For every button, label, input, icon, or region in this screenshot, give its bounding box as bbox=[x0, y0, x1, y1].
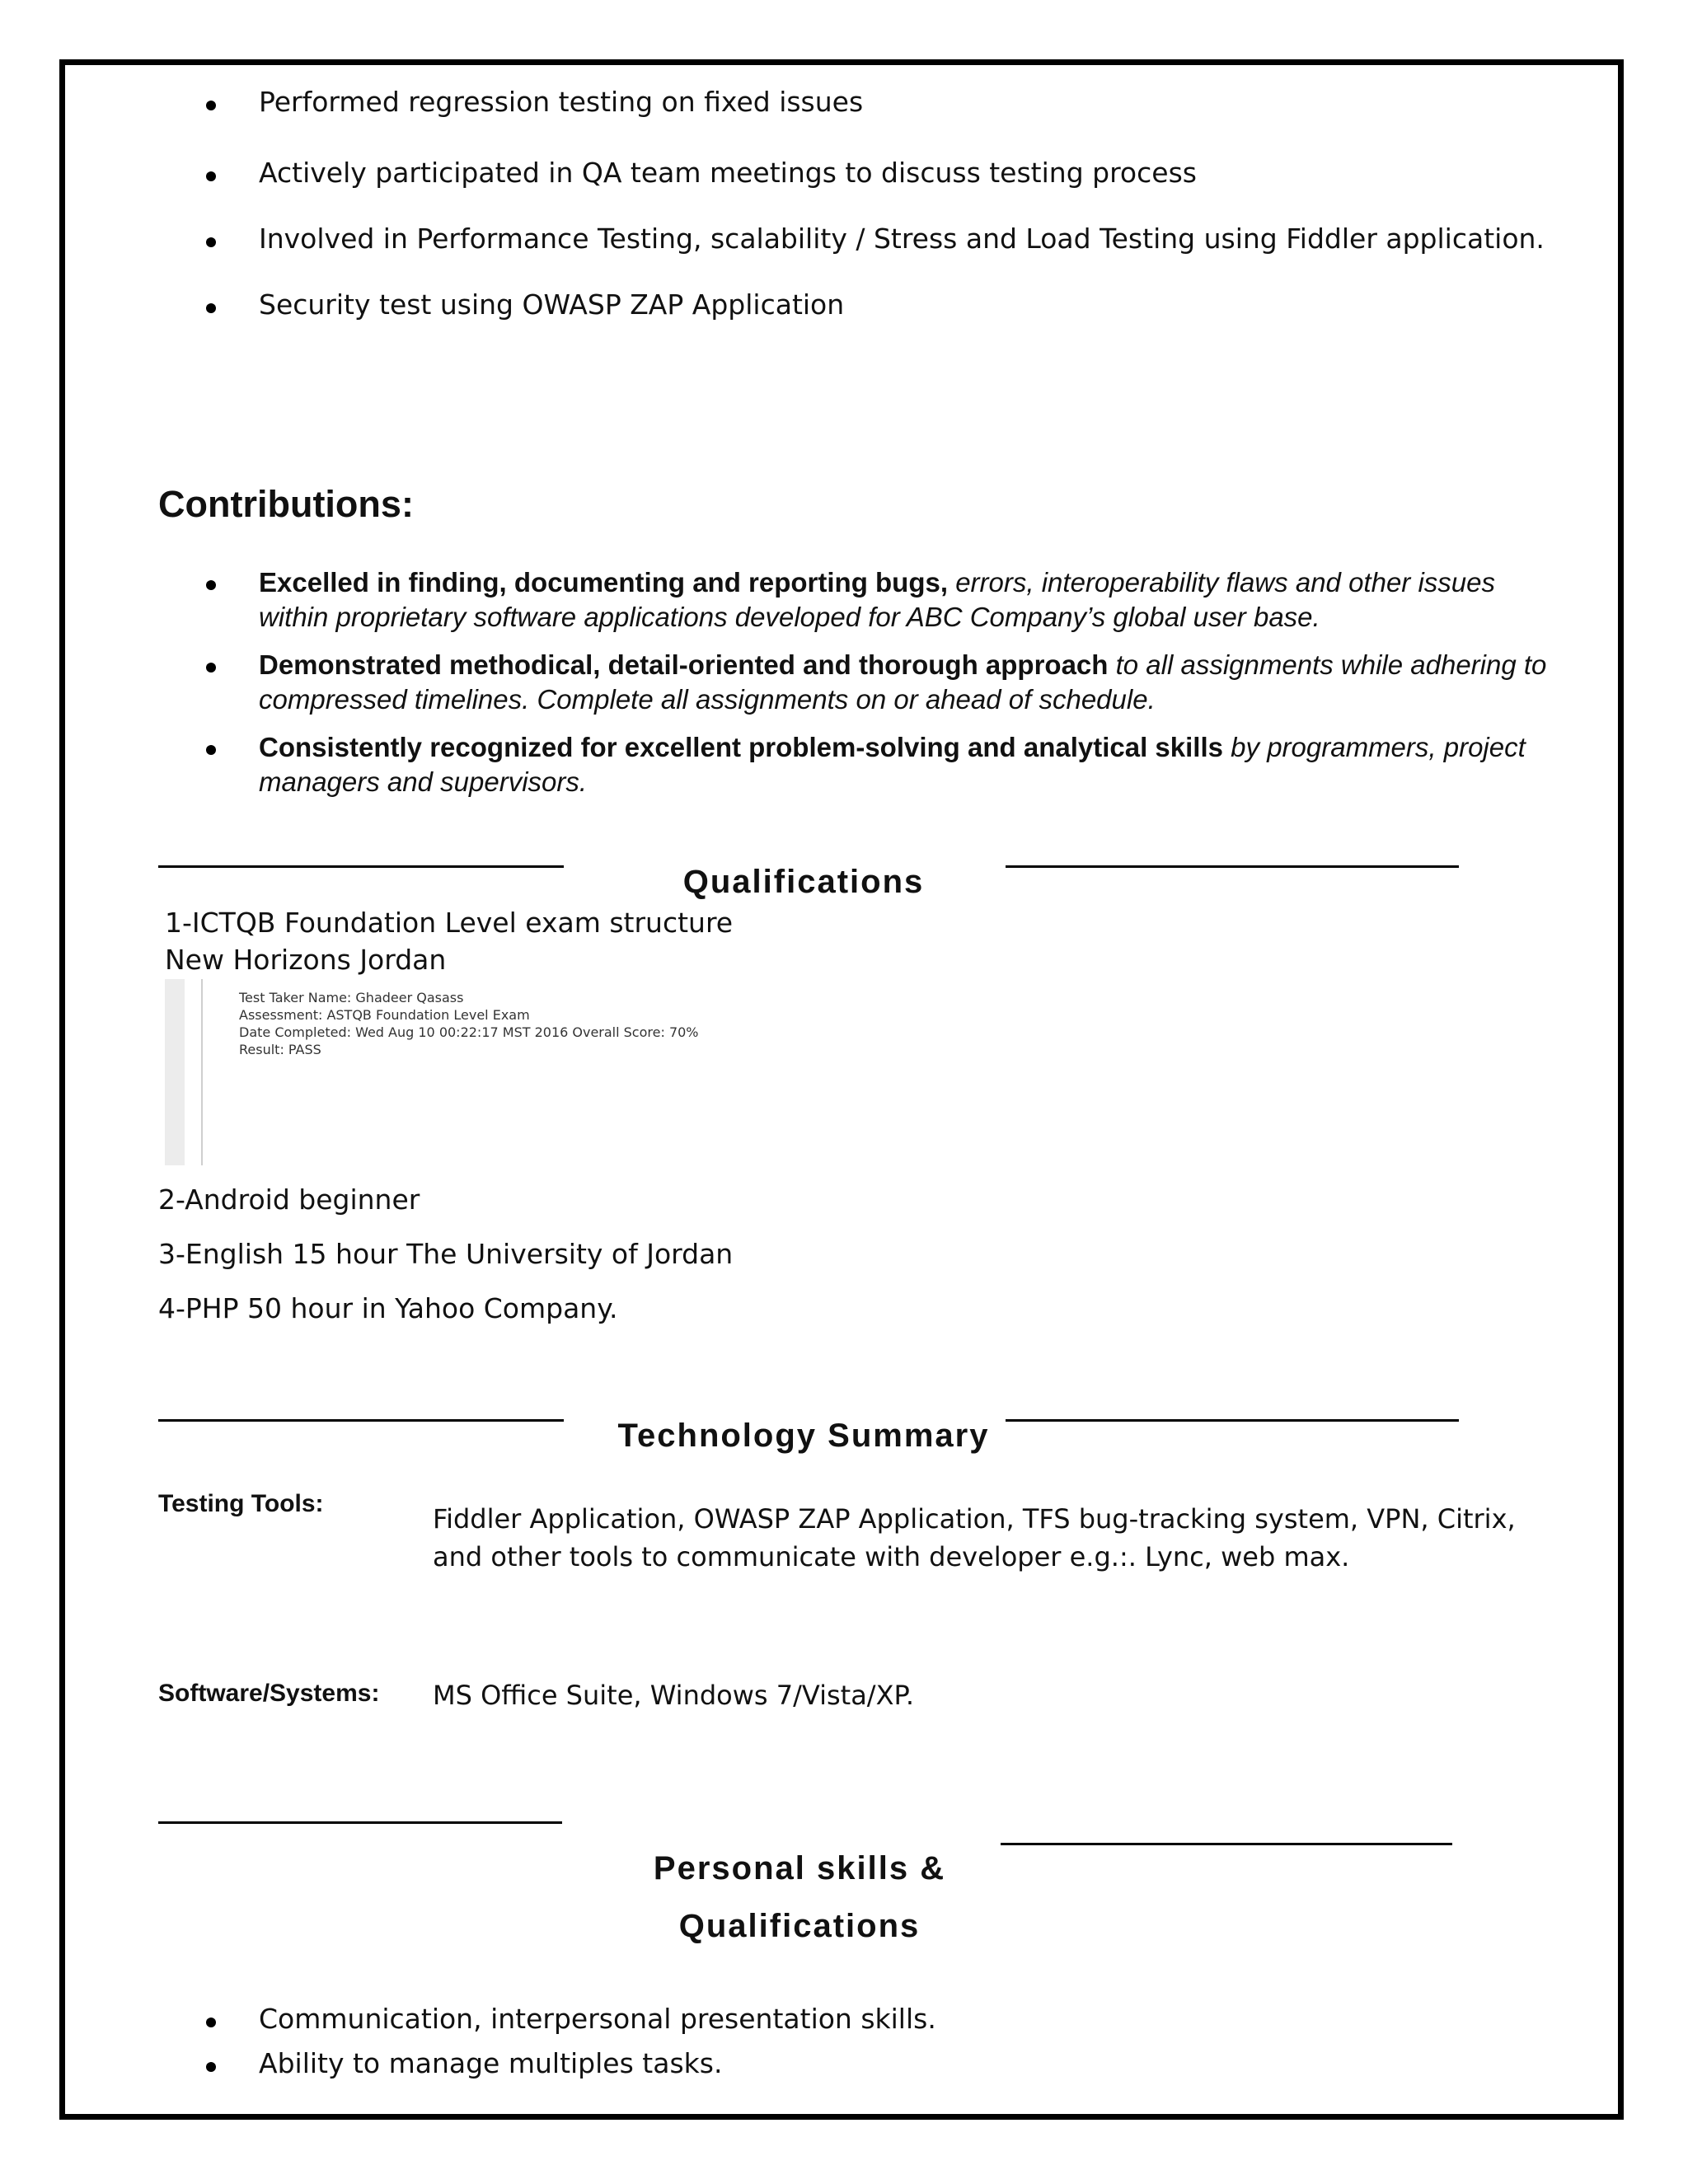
divider bbox=[1006, 1419, 1459, 1422]
divider bbox=[158, 865, 564, 868]
bullet-icon bbox=[206, 303, 216, 313]
qualifications-heading: Qualifications bbox=[682, 864, 925, 900]
list-item: Ability to manage multiples tasks. bbox=[206, 2047, 936, 2092]
certificate-margin bbox=[165, 979, 185, 1165]
qualification-item-2: 2-Android beginner bbox=[158, 1183, 420, 1216]
qualification-item-4: 4-PHP 50 hour in Yahoo Company. bbox=[158, 1292, 618, 1324]
list-item: Performed regression testing on fixed issues bbox=[206, 86, 1545, 157]
qualification-item-3: 3-English 15 hour The University of Jordan bbox=[158, 1238, 734, 1270]
list-item: Actively participated in QA team meetings to discuss testing process bbox=[206, 157, 1545, 223]
software-systems-value: MS Office Suite, Windows 7/Vista/XP. bbox=[433, 1680, 914, 1711]
certificate-text: Test Taker Name: Ghadeer Qasass Assessment: ASTQB Foundation Level Exam Date Completed: Wed Aug 10 00:22:17 MST 2016 Overall Score: 70% Result: PASS bbox=[239, 990, 699, 1057]
experience-bullet-list bbox=[206, 86, 1545, 354]
bullet-icon bbox=[206, 171, 216, 181]
list-item: Demonstrated methodical, detail-oriented and thorough approach to all assignments while adhering to compressed timelines. Complete all assignments on or ahead of schedule. bbox=[206, 648, 1558, 717]
divider bbox=[1001, 1843, 1452, 1845]
bullet-icon bbox=[206, 745, 216, 755]
divider bbox=[158, 1419, 564, 1422]
bullet-icon bbox=[206, 2062, 216, 2072]
certificate-divider bbox=[201, 979, 203, 1165]
testing-tools-label: Testing Tools: bbox=[158, 1490, 324, 1517]
technology-heading: Technology Summary bbox=[617, 1418, 990, 1454]
list-item: Communication, interpersonal presentation skills. bbox=[206, 2003, 936, 2047]
qualification-item-1-provider: New Horizons Jordan bbox=[165, 944, 447, 976]
contributions-list bbox=[206, 565, 1558, 799]
bullet-icon bbox=[206, 580, 216, 590]
personal-skills-heading: Personal skills & Qualifications bbox=[653, 1850, 946, 1944]
bullet-icon bbox=[206, 663, 216, 673]
divider bbox=[158, 1821, 562, 1824]
contributions-heading: Contributions: bbox=[158, 483, 414, 525]
list-item: Excelled in finding, documenting and reporting bugs, errors, interoperability flaws and other issues within proprietary software applications developed for ABC Company’s global user base. bbox=[206, 565, 1558, 635]
testing-tools-value: Fiddler Application, OWASP ZAP Application, TFS bug-tracking system, VPN, Citrix, and other tools to communicate with developer e.g.:. Lync, web max. bbox=[433, 1503, 1516, 1572]
divider bbox=[1006, 865, 1459, 868]
certificate-image bbox=[165, 979, 758, 1165]
personal-skills-list bbox=[206, 2003, 936, 2092]
software-systems-label: Software/Systems: bbox=[158, 1680, 380, 1707]
bullet-icon bbox=[206, 237, 216, 247]
list-item: Security test using OWASP ZAP Application bbox=[206, 288, 1545, 354]
list-item: Consistently recognized for excellent problem-solving and analytical skills by programmers, project managers and supervisors. bbox=[206, 730, 1558, 799]
bullet-icon bbox=[206, 2018, 216, 2027]
list-item: Involved in Performance Testing, scalability / Stress and Load Testing using Fiddler application. bbox=[206, 223, 1545, 288]
qualification-item-1: 1-ICTQB Foundation Level exam structure bbox=[165, 907, 734, 939]
bullet-icon bbox=[206, 101, 216, 110]
